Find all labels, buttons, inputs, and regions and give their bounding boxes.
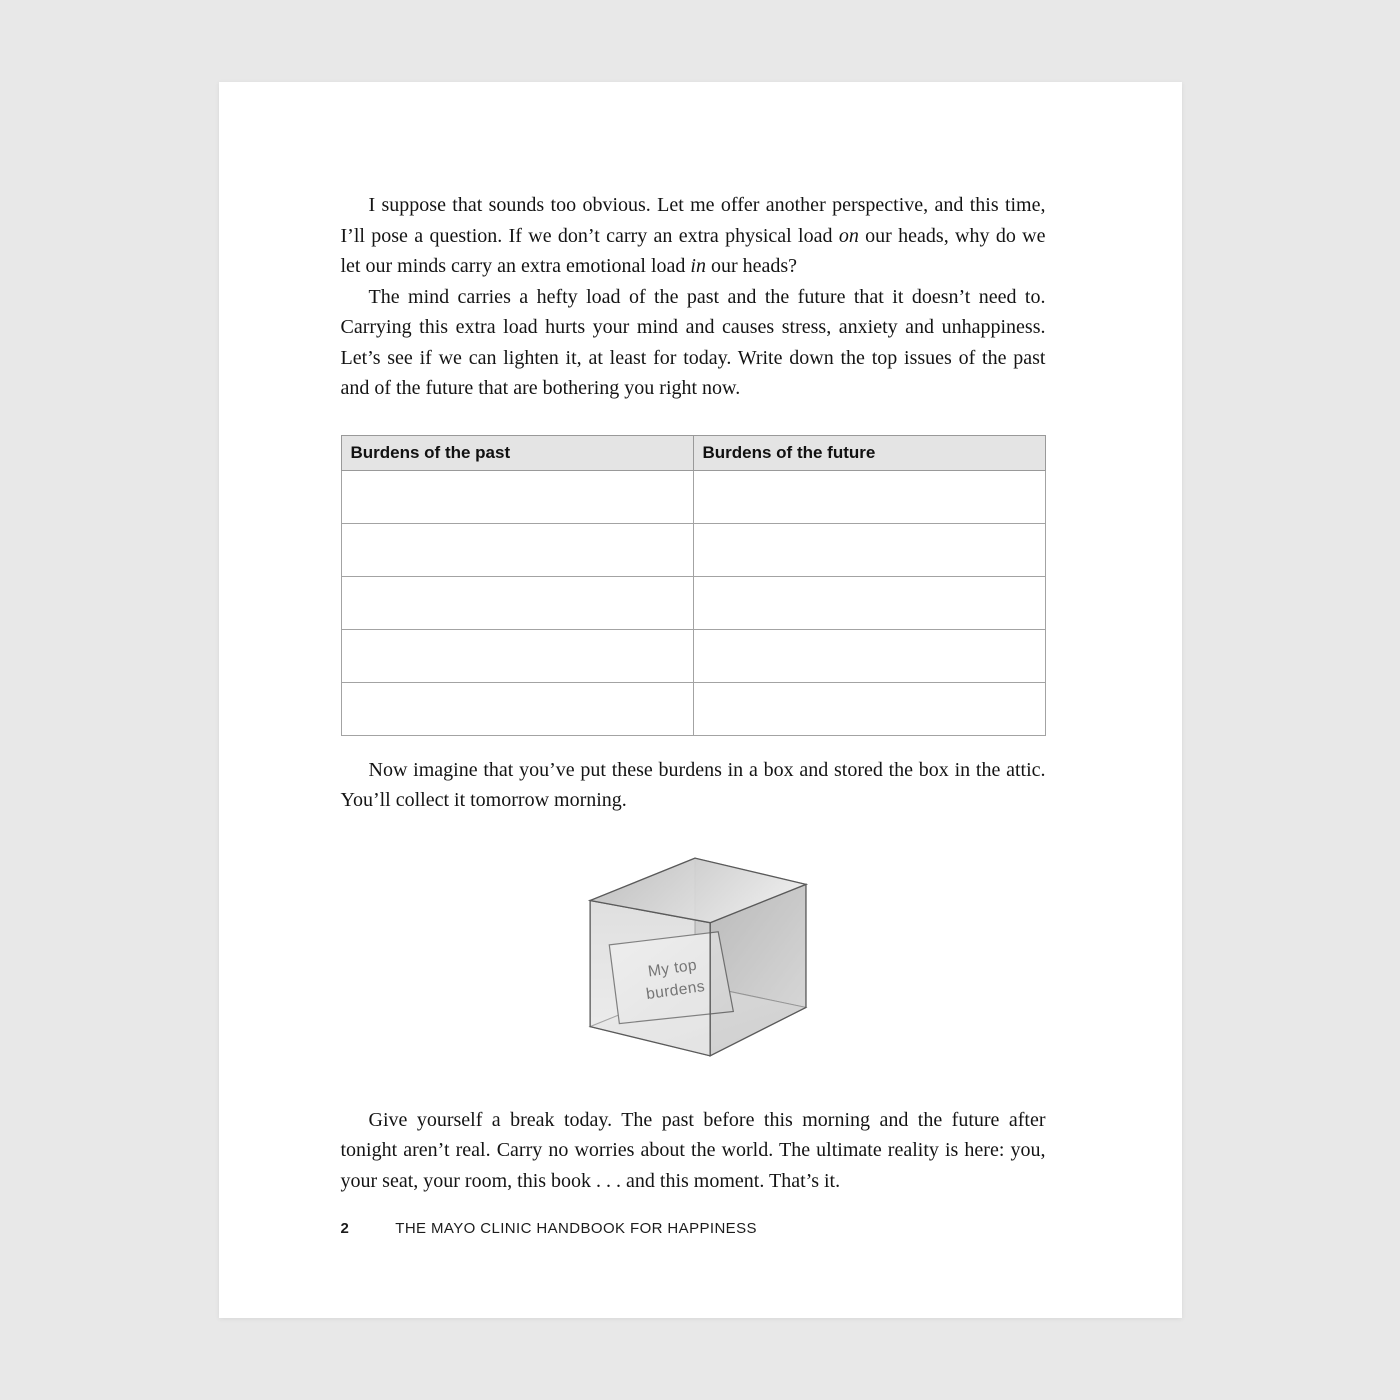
table-row [341,470,1045,523]
table-cell [341,682,693,735]
table-header-burdens-past: Burdens of the past [341,435,693,470]
box-illustration [577,842,809,1072]
burdens-table [341,435,1046,736]
paragraph-box-instruction: Now imagine that you’ve put these burdens in a box and stored the box in the attic. You’ll collect it tomorrow morning. [340,758,1046,812]
burden-box-figure [341,842,1046,1077]
table-cell [693,523,1045,576]
table-header-burdens-future: Burdens of the future [693,435,1045,470]
table-row [341,682,1045,735]
page-footer [341,1220,757,1237]
table-cell [341,470,693,523]
table-row [341,576,1045,629]
paragraph-intro: I suppose that sounds too obvious. Let me offer another perspective, and this time, I’ll pose a question. If we don’t carry an extra physical load on our heads, why do we let our minds carry an extra emotional load in our heads? [340,194,1046,277]
page-content [341,190,1046,1196]
table-cell [341,576,693,629]
paragraph-give-break: Give yourself a break today. The past before this morning and the future after tonight aren’t real. Carry no worries about the world. The ultimate reality is here: you, your seat, your room, this book . . . and this moment. That’s it. [340,1108,1046,1192]
table-row [341,629,1045,682]
box-front-left-face [590,900,710,1055]
paragraph-mind-load: The mind carries a hefty load of the past and the future that it doesn’t need to. Carrying this extra load hurts your mind and causes stress, anxiety and unhappiness. Let’s see if we can lighten it, at least for today. Write down the top issues of the past and of the future that are bothering you right now. [340,285,1046,399]
running-head: THE MAYO CLINIC HANDBOOK FOR HAPPINESS [395,1220,757,1237]
table-header-row [341,435,1045,470]
table-cell [693,576,1045,629]
table-cell [693,470,1045,523]
book-page [219,82,1182,1318]
table-cell [693,682,1045,735]
table-cell [693,629,1045,682]
table-row [341,523,1045,576]
page-number: 2 [340,1220,350,1237]
table-cell [341,523,693,576]
burdens-table-body [341,470,1045,735]
table-cell [341,629,693,682]
